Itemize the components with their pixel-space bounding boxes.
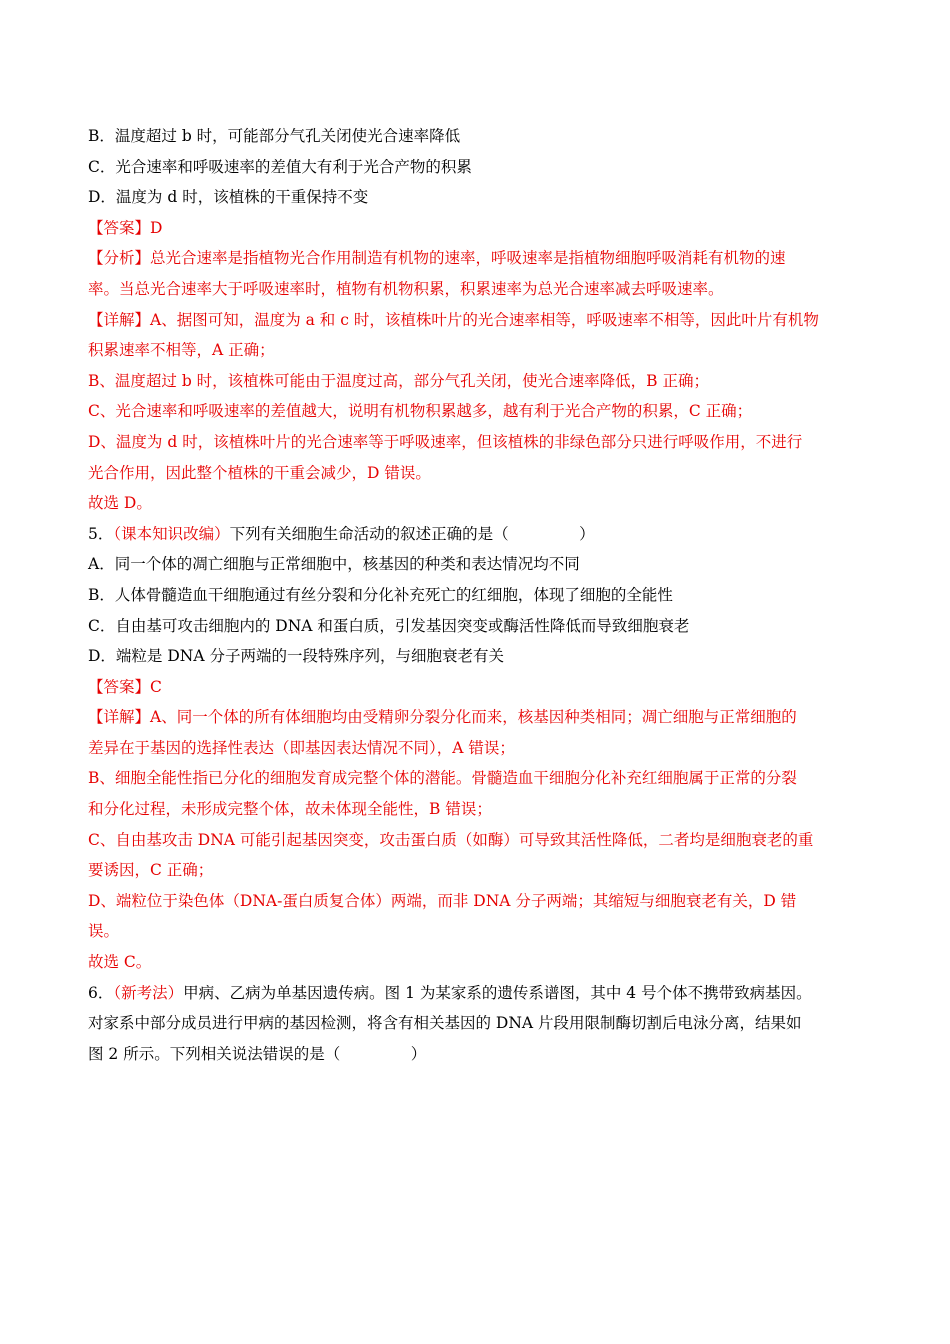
q4-analysis-line-2: 率。当总光合速率大于呼吸速率时，植物有机物积累，积累速率为总光合速率减去呼吸速率。 [88,279,724,298]
q4-option-d: D．温度为 d 时，该植株的干重保持不变 [88,188,369,207]
q5-detail-line-2: 差异在于基因的选择性表达（即基因表达情况不同），A 错误； [88,738,515,757]
q6-number: 6． [88,983,114,1002]
q6-stem-line-2: 对家系中部分成员进行甲病的基因检测，将含有相关基因的 DNA 片段用限制酶切割后电泳分离，结果如 [88,1014,802,1033]
q4-detail-line-2: 积累速率不相等，A 正确； [88,341,275,360]
document-page [88,121,868,1069]
q6-stem-line-3 [88,1039,868,1070]
q5-option-a: A．同一个体的凋亡细胞与正常细胞中，核基因的种类和表达情况均不同 [88,555,580,574]
q4-conclusion: 故选 D。 [88,494,152,513]
q5-option-b: B．人体骨髓造血干细胞通过有丝分裂和分化补充死亡的红细胞，体现了细胞的全能性 [88,585,673,604]
q5-option-c: C．自由基可攻击细胞内的 DNA 和蛋白质，引发基因突变或酶活性降低而导致细胞衰老 [88,616,690,635]
q6-stem-text-3: 图 2 所示。下列相关说法错误的是（ [88,1044,341,1063]
q5-detail-line-5: C、自由基攻击 DNA 可能引起基因突变，攻击蛋白质（如酶）可导致其活性降低，二者均是细胞衰老的重 [88,830,814,849]
q5-detail-line-1: 【详解】A、同一个体的所有体细胞均由受精卵分裂分化而来，核基因种类相同；凋亡细胞与正常细胞的 [88,708,797,727]
q6-stem-line-1 [88,978,868,1009]
q4-answer: 【答案】D [88,218,163,237]
q4-option-b: B．温度超过 b 时，可能部分气孔关闭使光合速率降低 [88,127,461,145]
q5-stem [88,519,868,550]
q4-detail-line-1: 【详解】A、据图可知，温度为 a 和 c 时，该植株叶片的光合速率相等，呼吸速率不相等，因此叶片有机物 [88,310,819,329]
q5-detail-line-7: D、端粒位于染色体（DNA-蛋白质复合体）两端，而非 DNA 分子两端；其缩短与细胞衰老有关，D 错 [88,891,797,910]
q5-number: 5． [88,524,114,543]
q5-detail-line-6: 要诱因，C 正确； [88,861,214,880]
q6-stem-text-1: 甲病、乙病为单基因遗传病。图 1 为某家系的遗传系谱图，其中 4 号个体不携带致病基因。 [183,983,812,1002]
q4-detail-line-3: B、温度超过 b 时，该植株可能由于温度过高，部分气孔关闭，使光合速率降低，B 正确； [88,371,709,390]
q6-tag: （新考法） [113,983,184,1002]
q4-option-c: C．光合速率和呼吸速率的差值大有利于光合产物的积累 [88,157,472,176]
q5-stem-text: 下列有关细胞生命活动的叙述正确的是（ [229,524,509,543]
q5-option-d: D．端粒是 DNA 分子两端的一段特殊序列，与细胞衰老有关 [88,647,504,666]
q5-detail-line-4: 和分化过程，未形成完整个体，故未体现全能性，B 错误； [88,800,492,819]
q4-analysis-line-1: 【分析】总光合速率是指植物光合作用制造有机物的速率，呼吸速率是指植物细胞呼吸消耗有机物的速 [88,249,786,268]
q5-answer: 【答案】C [88,677,162,696]
q5-answer-blank: ） [579,524,595,543]
q5-detail-line-8: 误。 [88,922,120,941]
q4-detail-line-4: C、光合速率和呼吸速率的差值越大，说明有机物积累越多，越有利于光合产物的积累，C 正确； [88,402,753,421]
q5-conclusion: 故选 C。 [88,953,152,972]
q6-answer-blank: ） [410,1044,427,1063]
q5-detail-line-3: B、细胞全能性指已分化的细胞发育成完整个体的潜能。骨髓造血干细胞分化补充红细胞属于正常的分裂 [88,769,797,788]
q5-tag: （课本知识改编） [113,524,230,543]
q4-detail-line-5: D、温度为 d 时，该植株叶片的光合速率等于呼吸速率，但该植株的非绿色部分只进行呼吸作用，不进行 [88,432,803,451]
q4-detail-line-6: 光合作用，因此整个植株的干重会减少，D 错误。 [88,463,431,482]
